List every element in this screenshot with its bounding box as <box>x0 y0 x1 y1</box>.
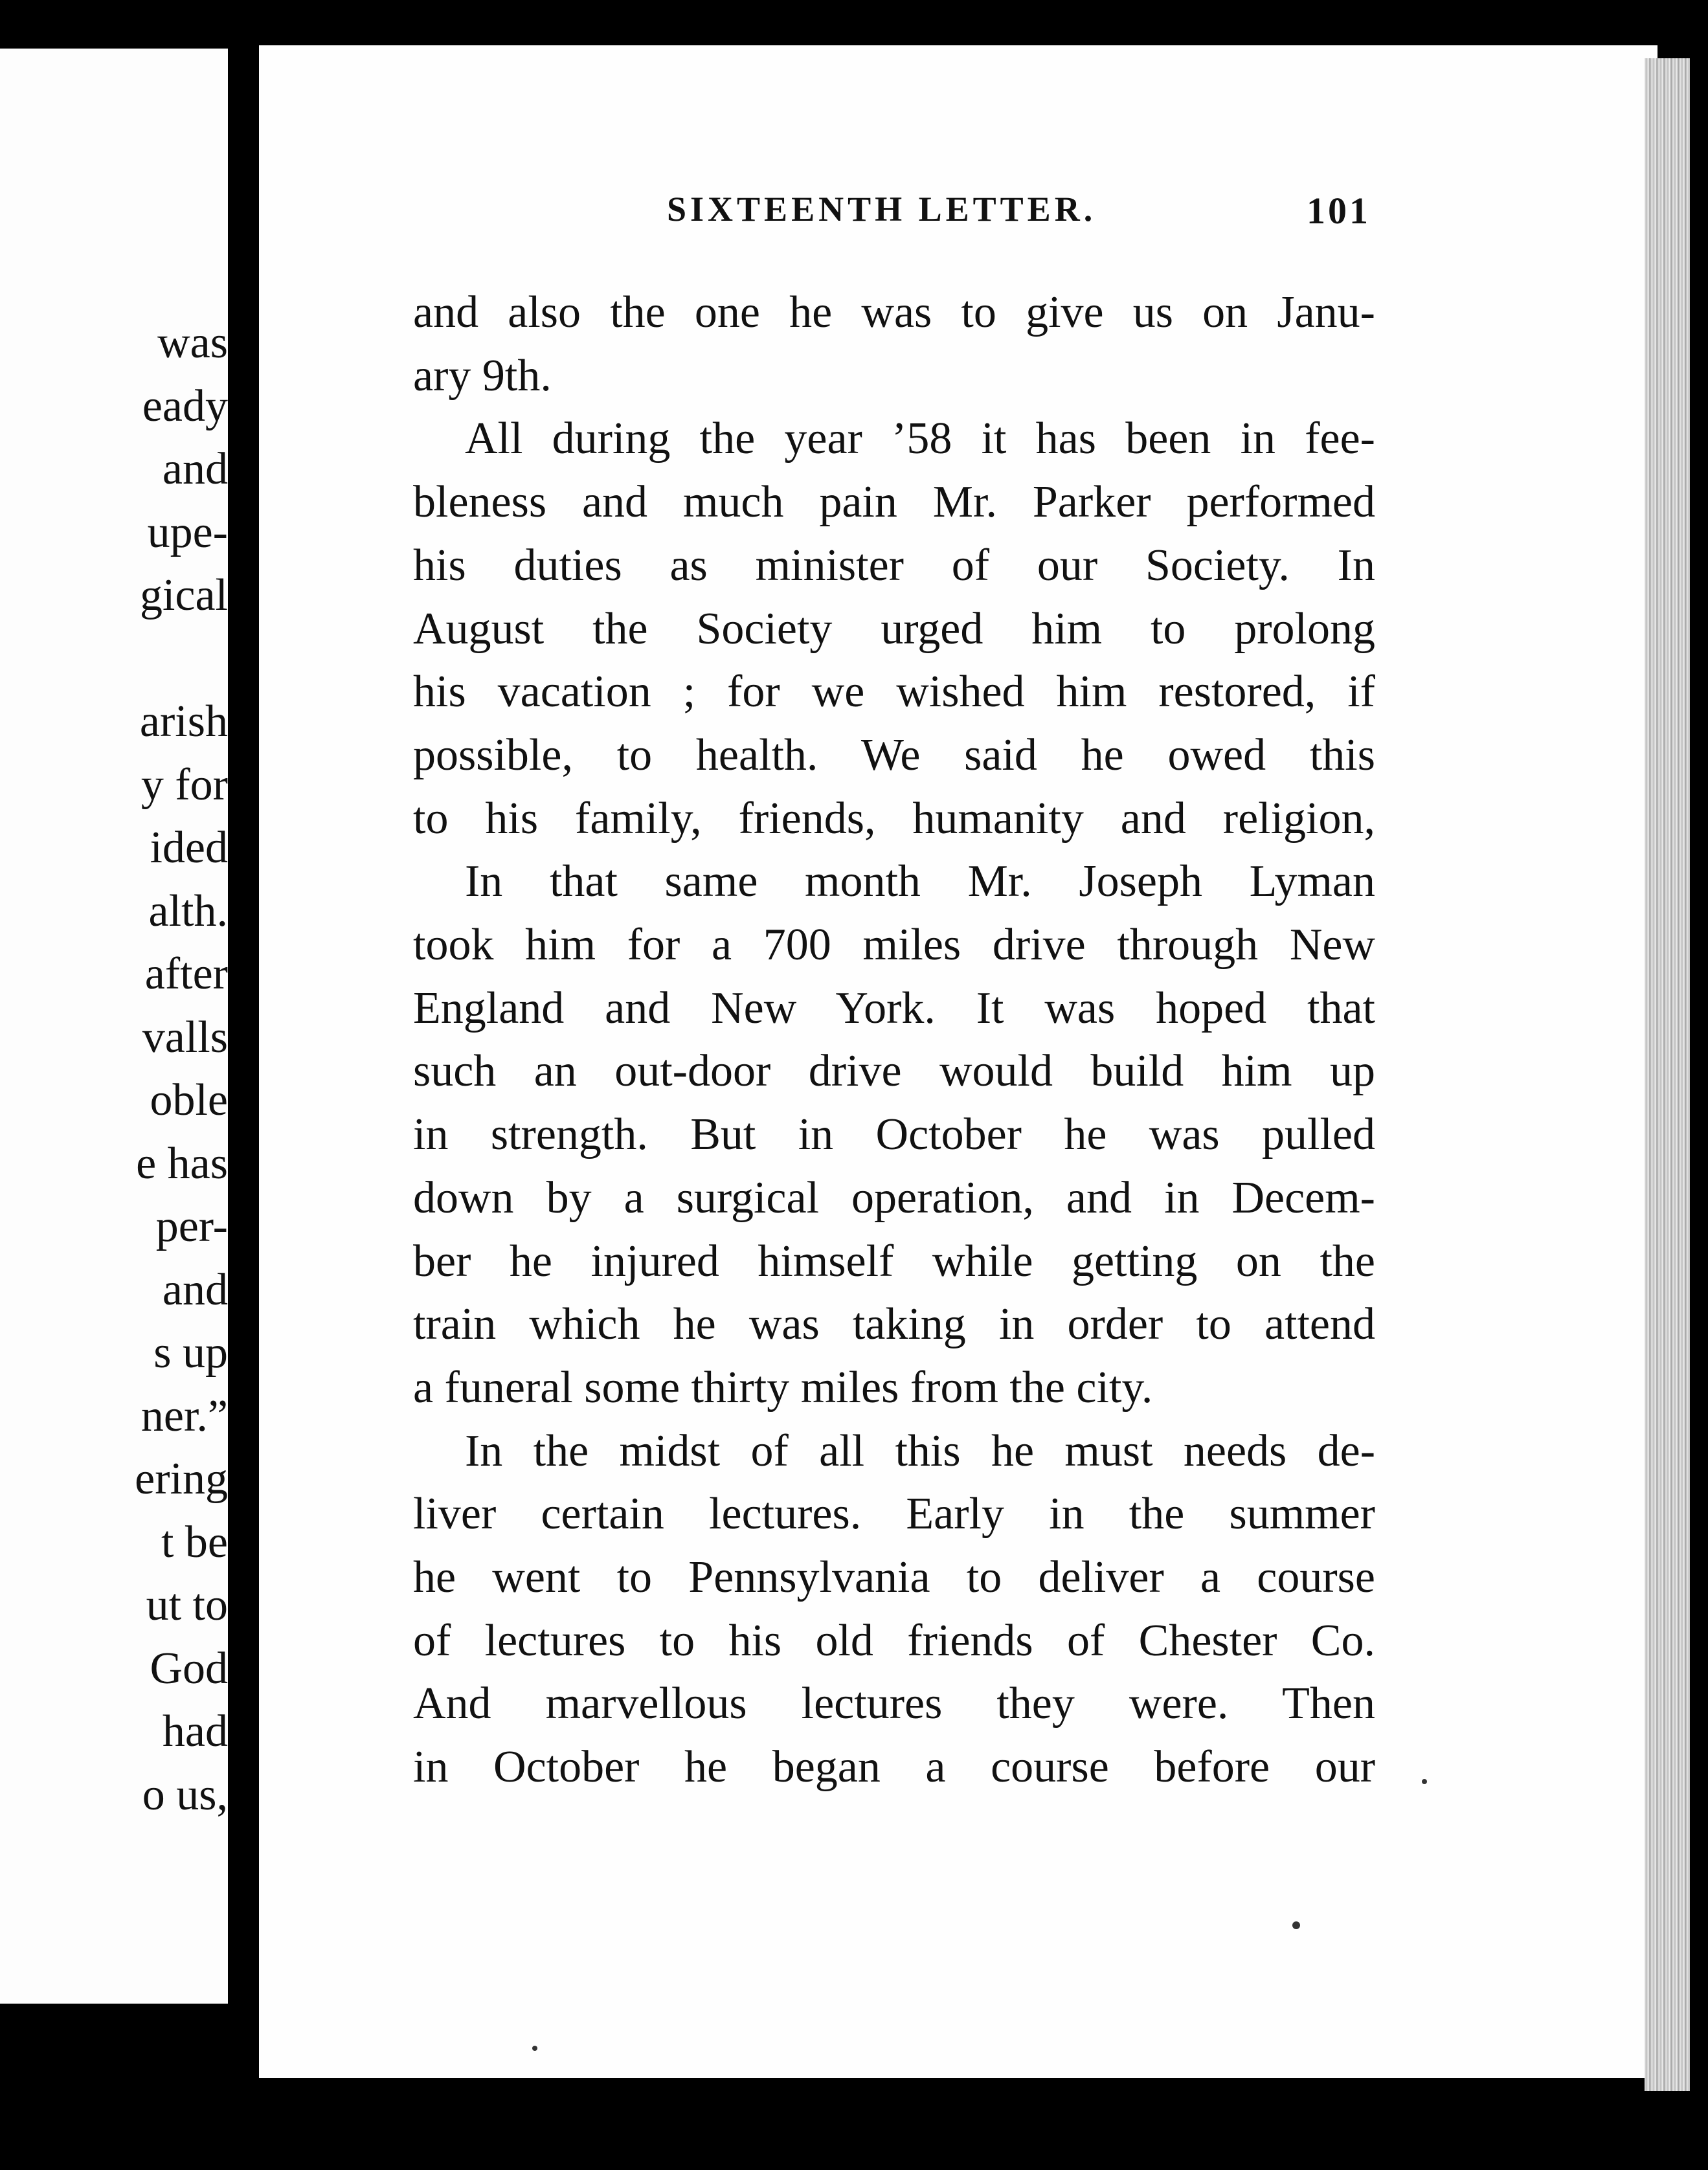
text-line-content: ary 9th. <box>413 350 552 401</box>
text-line-content: of lectures to his old friends of Chester Co. <box>413 1615 1375 1666</box>
text-line <box>413 1681 1375 1727</box>
left-page-line: arish <box>139 697 228 746</box>
left-facing-page <box>0 49 228 2004</box>
text-line-content: In that same month Mr. Joseph Lyman <box>465 856 1375 907</box>
text-line-content: a funeral some thirty miles from the city. <box>413 1362 1153 1413</box>
left-page-line: t be <box>161 1517 228 1567</box>
running-head: SIXTEENTH LETTER. <box>667 190 1097 229</box>
text-line-content: liver certain lectures. Early in the summer <box>413 1489 1375 1539</box>
left-page-line: upe- <box>147 507 228 557</box>
left-page-line: s up <box>153 1328 228 1378</box>
text-line-content: he went to Pennsylvania to deliver a course <box>413 1552 1375 1602</box>
text-line <box>413 1236 1375 1286</box>
text-line-content: August the Society urged him to prolong <box>413 603 1375 654</box>
text-line-content: In the midst of all this he must needs de- <box>465 1426 1375 1476</box>
text-line <box>413 1112 1375 1158</box>
left-page-line: after <box>144 949 228 999</box>
left-page-line: eady <box>142 381 228 431</box>
text-line <box>413 1489 1375 1539</box>
text-line <box>413 793 1375 844</box>
left-page-line: and <box>162 444 228 494</box>
text-line-content: ber he injured himself while getting on the <box>413 1236 1375 1286</box>
left-page-line: y for <box>140 759 228 810</box>
text-line <box>413 1615 1375 1666</box>
text-line-content: to his family, friends, humanity and religion, <box>413 793 1375 844</box>
text-line-content: possible, to health. We said he owed this <box>413 730 1375 780</box>
text-line <box>413 287 1375 337</box>
text-line-content: in strength. But in October he was pulled <box>413 1110 1375 1160</box>
left-page-line: ering <box>135 1454 228 1504</box>
text-line-content: train which he was taking in order to attend <box>413 1299 1375 1350</box>
text-line <box>413 920 1375 970</box>
left-page-line: ided <box>150 823 228 873</box>
text-line <box>465 1426 1375 1476</box>
left-page-line: gical <box>139 570 228 620</box>
text-line <box>413 1552 1375 1602</box>
text-line <box>413 1362 1153 1413</box>
left-page-line: was <box>157 318 228 368</box>
text-line <box>413 1172 1375 1223</box>
speck <box>532 2046 537 2051</box>
text-line <box>413 1046 1375 1097</box>
left-page-line: and <box>162 1264 228 1315</box>
text-line <box>413 1742 1375 1793</box>
left-page-line: o us, <box>142 1769 228 1820</box>
text-line-content: his duties as minister of our Society. In <box>413 540 1375 590</box>
text-line-content: bleness and much pain Mr. Parker performed <box>413 477 1375 528</box>
speck <box>1292 1921 1300 1929</box>
page-number: 101 <box>1307 190 1371 232</box>
left-page-line: valls <box>142 1012 228 1062</box>
page-fore-edge <box>1645 58 1690 2091</box>
text-line <box>413 350 552 401</box>
text-line-content: in October he began a course before our <box>413 1742 1375 1793</box>
speck <box>1422 1779 1427 1784</box>
text-line <box>465 416 1375 462</box>
text-line-content: his vacation ; for we wished him restored, if <box>413 667 1375 717</box>
text-line <box>413 1299 1375 1350</box>
text-line-content: such an out-door drive would build him up <box>413 1046 1375 1097</box>
left-page-line: alth. <box>148 886 228 936</box>
text-line <box>413 730 1375 780</box>
text-line <box>465 856 1375 907</box>
left-page-line: per- <box>155 1202 228 1251</box>
text-line <box>413 540 1375 590</box>
book-gutter <box>228 0 259 2170</box>
left-page-line: ner.” <box>140 1391 228 1441</box>
left-page-line: e has <box>136 1138 228 1189</box>
text-line <box>413 477 1375 528</box>
left-page-line: had <box>162 1706 228 1756</box>
text-line-content: England and New York. It was hoped that <box>413 983 1375 1033</box>
text-line-content: and also the one he was to give us on Janu- <box>413 287 1375 337</box>
text-line <box>413 983 1375 1033</box>
left-page-line: God <box>150 1643 228 1694</box>
text-line-content: down by a surgical operation, and in Decem- <box>413 1172 1375 1223</box>
text-line <box>413 603 1375 654</box>
left-page-line: ut to <box>146 1580 228 1630</box>
text-line-content: All during the year ’58 it has been in fee- <box>465 414 1375 464</box>
text-line-content: And marvellous lectures they were. Then <box>413 1679 1375 1729</box>
left-page-line: oble <box>150 1075 228 1125</box>
text-line-content: took him for a 700 miles drive through New <box>413 920 1375 970</box>
text-line <box>413 669 1375 715</box>
